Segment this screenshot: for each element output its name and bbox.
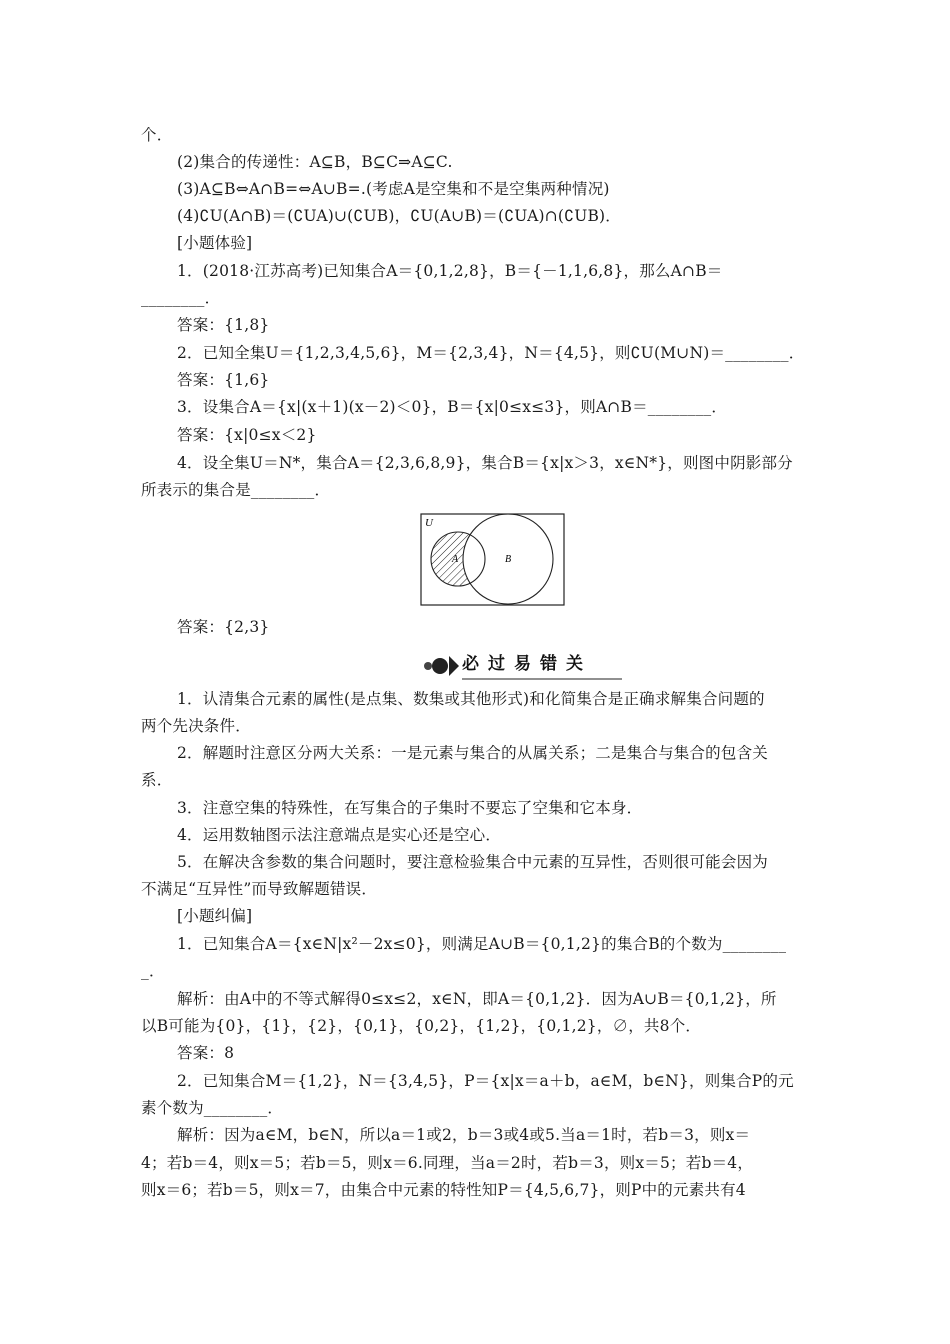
text-line: 1．已知集合A＝{x∈N|x²－2x≤0}，则满足A∪B＝{0,1,2}的集合B的个数为________ [177,935,787,953]
text-line: 4．设全集U＝N*，集合A＝{2,3,6,8,9}，集合B＝{x|x＞3，x∈N*}，则图中阴影部分 [177,454,793,472]
section-label: [小题体验] [177,234,253,252]
shaded-region [420,512,566,608]
section-banner [422,648,628,684]
banner-arrow-icon [422,648,464,684]
venn-diagram [420,512,566,608]
text-line: 2．已知全集U＝{1,2,3,4,5,6}，M＝{2,3,4}，N＝{4,5}，则∁U(M∪N)＝________． [177,344,805,362]
text-line: 1．(2018·江苏高考)已知集合A＝{0,1,2,8}，B＝{－1,1,6,8}，那么A∩B＝ [177,262,723,280]
text-line: 5．在解决含参数的集合问题时，要注意检验集合中元素的互异性，否则很可能会因为 [177,853,768,871]
label-u: U [425,517,433,529]
label-a: A [452,554,459,565]
text-line: 所表示的集合是________． [141,481,331,499]
text-line: 个． [141,126,173,144]
text-line: 不满足“互异性”而导致解题错误． [141,880,378,898]
answer-line: 答案：{1,6} [177,371,270,389]
section-title: 必过易错关 [462,654,592,674]
text-line: 以B可能为{0}，{1}，{2}，{0,1}，{0,2}，{1,2}，{0,1,2}，∅，共8个． [141,1017,702,1035]
text-line: 则x＝6；若b＝5，则x＝7，由集合中元素的特性知P＝{4,5,6,7}，则P中的元素共有4 [141,1181,746,1199]
text-line: 4；若b＝4，则x＝5；若b＝5，则x＝6.同理，当a＝2时，若b＝3，则x＝5；若b＝4， [141,1154,754,1172]
text-line: ________． [141,289,221,307]
answer-line: 答案：{1,8} [177,316,270,334]
text-line: 素个数为________． [141,1099,284,1117]
label-b: B [505,554,512,565]
text-line: 两个先决条件． [141,717,251,735]
text-line: 3．设集合A＝{x|(x＋1)(x－2)＜0}，B＝{x|0≤x≤3}，则A∩B＝________． [177,398,728,416]
text-line: 系． [141,771,173,789]
text-line: (3)A⊆B⇔A∩B=⇔A∪B=.(考虑A是空集和不是空集两种情况) [177,180,610,198]
text-line: (4)∁U(A∩B)＝(∁UA)∪(∁UB)，∁U(A∪B)＝(∁UA)∩(∁UB)． [177,207,622,225]
text-line: 3．注意空集的特殊性，在写集合的子集时不要忘了空集和它本身． [177,799,643,817]
answer-line: 答案：8 [177,1044,235,1062]
text-line: 解析：由A中的不等式解得0≤x≤2，x∈N，即A＝{0,1,2}．因为A∪B＝{0,1,2}，所 [177,990,777,1008]
text-line: 2．解题时注意区分两大关系：一是元素与集合的从属关系；二是集合与集合的包含关 [177,744,768,762]
text-line: _． [141,962,165,980]
text-line: 1．认清集合元素的属性(是点集、数集或其他形式)和化简集合是正确求解集合问题的 [177,690,765,708]
answer-line: 答案：{x|0≤x＜2} [177,426,317,444]
text-line: 解析：因为a∈M，b∈N，所以a＝1或2，b＝3或4或5.当a＝1时，若b＝3，则x＝ [177,1126,751,1144]
text-line: 2．已知集合M＝{1,2}，N＝{3,4,5}，P＝{x|x＝a＋b，a∈M，b∈N}，则集合P的元 [177,1072,794,1090]
section-label: [小题纠偏] [177,907,253,925]
text-line: (2)集合的传递性：A⊆B，B⊆C⇒A⊆C. [177,153,453,171]
answer-line: 答案：{2,3} [177,618,270,636]
text-line: 4．运用数轴图示法注意端点是实心还是空心． [177,826,502,844]
